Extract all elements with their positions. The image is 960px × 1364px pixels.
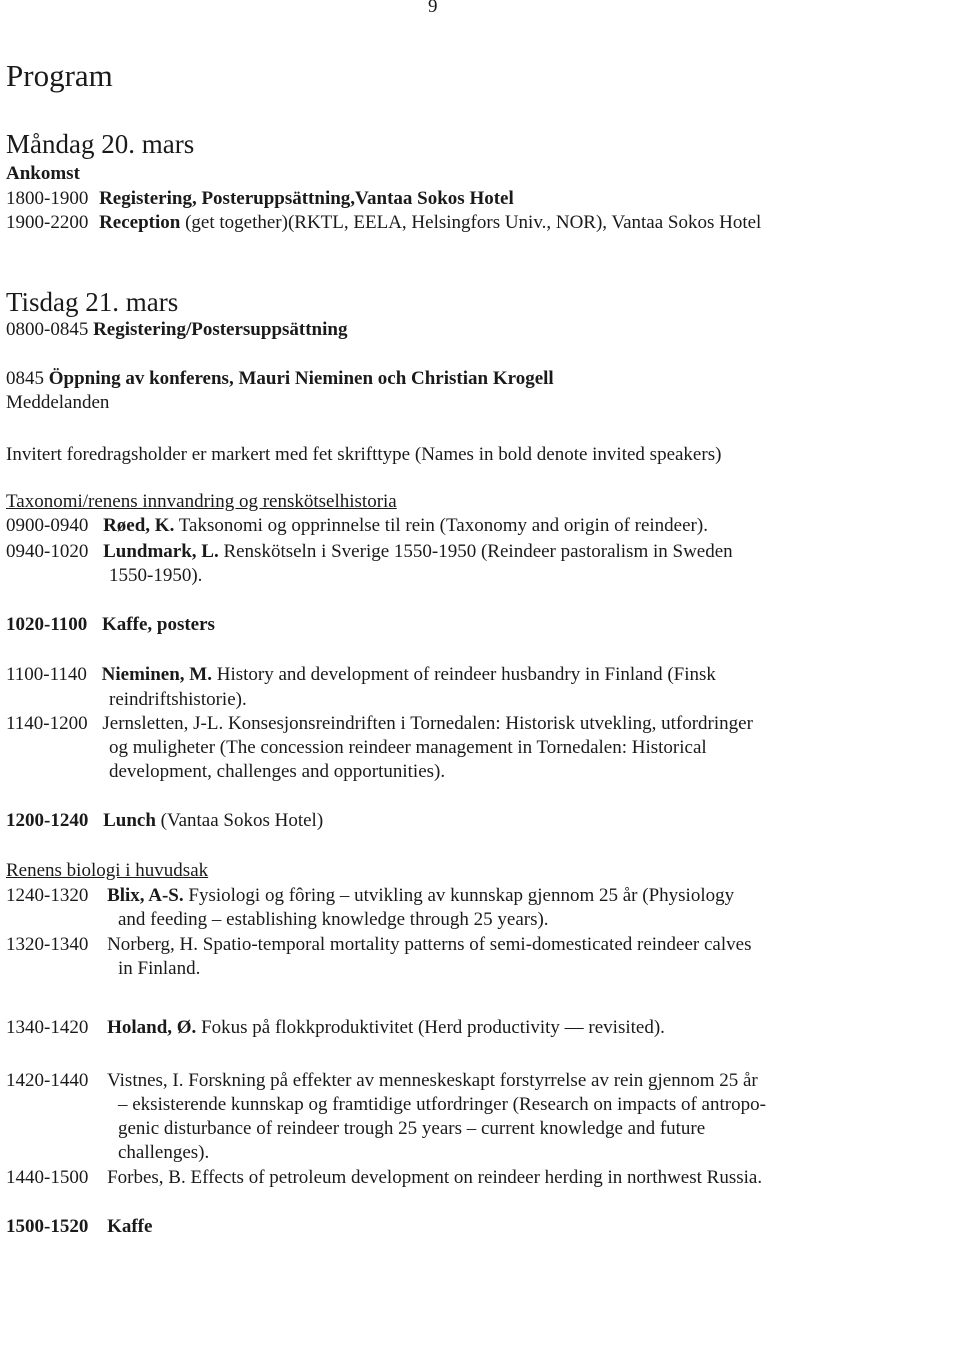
talk-title: Konsesjonsreindriften i Tornedalen: Historisk utvekling, utfordringer [227, 713, 753, 734]
schedule-row [6, 514, 708, 538]
talk-title: History and development of reindeer husbandry in Finland (Finsk [216, 664, 716, 685]
time-slot: 1500-1520 [6, 1216, 89, 1237]
time-slot: 0800-0845 [6, 319, 89, 340]
talk-title: Taksonomi og opprinnelse til rein (Taxonomy and origin of reindeer). [178, 515, 708, 536]
event-title: Registering, Posteruppsättning,Vantaa Sokos Hotel [99, 188, 514, 209]
schedule-row [6, 367, 554, 391]
event-title: Reception [99, 212, 181, 233]
time-slot: 1800-1900 [6, 188, 89, 209]
page-number: 9 [428, 0, 438, 17]
schedule-row [6, 663, 716, 687]
speaker-name: Nieminen, M. [101, 664, 212, 685]
schedule-row [6, 1166, 762, 1190]
talk-title-continued: reindriftshistorie). [109, 689, 247, 710]
time-slot: 1020-1100 [6, 614, 88, 635]
talk-title-continued: development, challenges and opportunities). [109, 761, 446, 782]
time-slot: 1140-1200 [6, 713, 88, 734]
talk-title: Fokus på flokkproduktivitet (Herd productivity — revisited). [201, 1017, 665, 1038]
schedule-row [6, 933, 751, 957]
schedule-row [6, 540, 733, 564]
day1-heading: Måndag 20. mars [6, 129, 195, 159]
schedule-row [6, 613, 215, 637]
time-slot: 1420-1440 [6, 1070, 89, 1091]
session-title: Taxonomi/renens innvandring og renskötselhistoria [6, 491, 397, 512]
talk-title-continued: og muligheter (The concession reindeer management in Tornedalen: Historical [109, 737, 707, 758]
talk-title: Spatio-temporal mortality patterns of semi-domesticated reindeer calves [202, 934, 752, 955]
time-slot: 1340-1420 [6, 1017, 89, 1038]
time-slot: 1100-1140 [6, 664, 87, 685]
break-detail: (Vantaa Sokos Hotel) [160, 810, 324, 831]
time-slot: 0940-1020 [6, 541, 89, 562]
talk-title: Fysiologi og fôring – utvikling av kunnskap gjennom 25 år (Physiology [188, 885, 735, 906]
schedule-row [6, 809, 323, 833]
schedule-row [6, 211, 761, 235]
announcements-text: Meddelanden [6, 392, 110, 413]
event-title: Öppning av konferens, Mauri Nieminen och Christian Krogell [48, 368, 554, 389]
event-detail: (get together)(RKTL, EELA, Helsingfors Univ., NOR), Vantaa Sokos Hotel [185, 212, 762, 233]
speaker-name: Holand, Ø. [107, 1017, 197, 1038]
talk-title: Effects of petroleum development on reindeer herding in northwest Russia. [190, 1167, 763, 1188]
speaker-name: Lundmark, L. [103, 541, 219, 562]
schedule-row [6, 1215, 152, 1239]
schedule-row [6, 1016, 665, 1040]
speaker-name: Norberg, H. [107, 934, 199, 955]
schedule-row [6, 884, 734, 908]
talk-title-continued: – eksisterende kunnskap og framtidige utfordringer (Research on impacts of antropo- [118, 1094, 766, 1115]
talk-title: Renskötseln i Sverige 1550-1950 (Reindeer pastoralism in Sweden [223, 541, 733, 562]
talk-title-continued: in Finland. [118, 958, 201, 979]
time-slot: 1440-1500 [6, 1167, 89, 1188]
talk-title-continued: genic disturbance of reindeer trough 25 years – current knowledge and future [118, 1118, 706, 1139]
speaker-name: Røed, K. [103, 515, 175, 536]
time-slot: 1200-1240 [6, 810, 89, 831]
schedule-row [6, 318, 347, 342]
schedule-row [6, 712, 753, 736]
session-title: Renens biologi i huvudsak [6, 860, 209, 881]
day2-heading: Tisdag 21. mars [6, 287, 179, 317]
talk-title-continued: challenges). [118, 1142, 210, 1163]
time-slot: 0900-0940 [6, 515, 89, 536]
break-label: Lunch [103, 810, 156, 831]
speaker-name: Forbes, B. [107, 1167, 186, 1188]
page-title: Program [6, 58, 113, 93]
speaker-name: Vistnes, I. [107, 1070, 184, 1091]
speaker-name: Blix, A-S. [107, 885, 184, 906]
talk-title-continued: and feeding – establishing knowledge through 25 years). [118, 909, 549, 930]
talk-title: Forskning på effekter av menneskeskapt forstyrrelse av rein gjennom 25 år [188, 1070, 758, 1091]
break-label: Kaffe, posters [102, 614, 215, 635]
invited-note: Invitert foredragsholder er markert med fet skrifttype (Names in bold denote invited speakers) [6, 444, 722, 465]
time-slot: 0845 [6, 368, 44, 389]
time-slot: 1240-1320 [6, 885, 89, 906]
event-title: Registering/Postersuppsättning [93, 319, 348, 340]
schedule-row [6, 1069, 758, 1093]
speaker-name: Jernsletten, J-L. [102, 713, 224, 734]
talk-title-continued: 1550-1950). [109, 565, 203, 586]
time-slot: 1900-2200 [6, 212, 89, 233]
arrival-label: Ankomst [6, 163, 80, 184]
time-slot: 1320-1340 [6, 934, 89, 955]
break-label: Kaffe [107, 1216, 153, 1237]
schedule-row [6, 187, 514, 211]
